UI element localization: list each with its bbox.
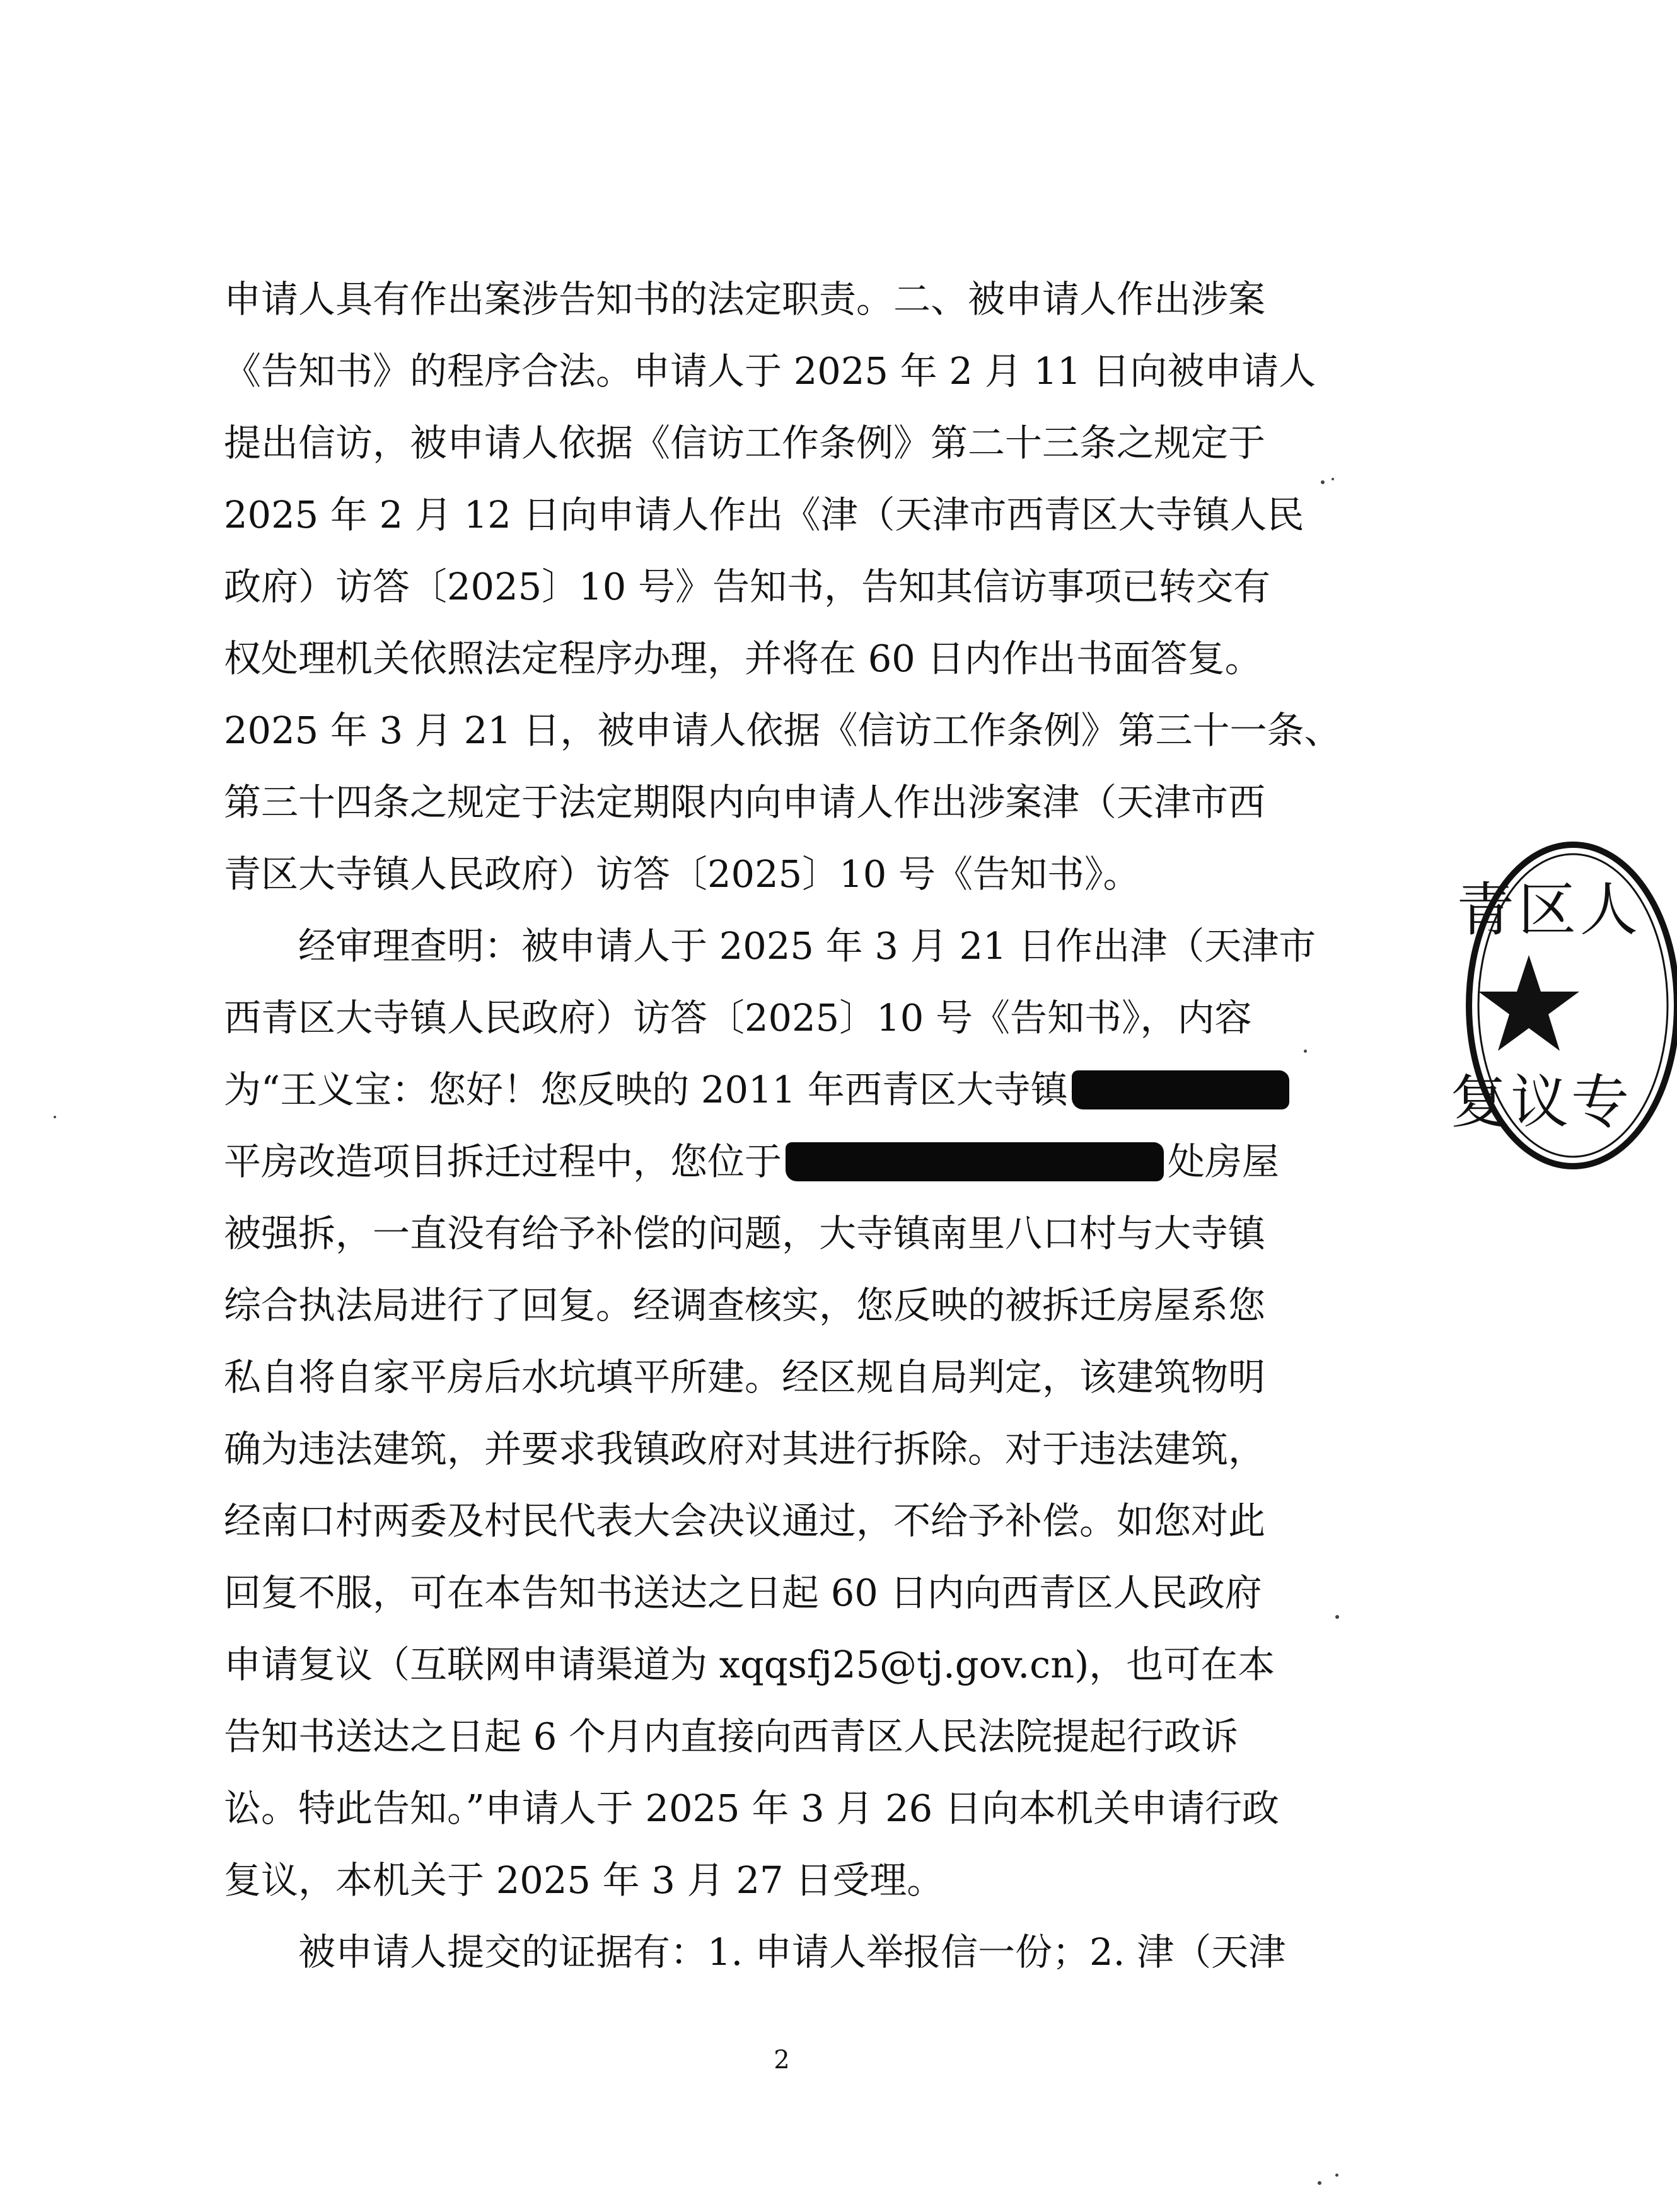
text-line xyxy=(224,407,1393,479)
line-text: 被申请人提交的证据有：1. 申请人举报信一份；2. 津（天津 xyxy=(298,1930,1286,1974)
page-number: 2 xyxy=(774,2046,790,2075)
line-text: 2025 年 3 月 21 日，被申请人依据《信访工作条例》第三十一条、 xyxy=(224,709,1342,752)
text-line xyxy=(224,1341,1393,1413)
line-text: 综合执法局进行了回复。经调查核实，您反映的被拆迁房屋系您 xyxy=(224,1283,1266,1327)
official-seal xyxy=(1450,835,1677,1176)
seal-star-icon xyxy=(1478,955,1579,1051)
text-line xyxy=(224,335,1393,407)
seal-bottom-text: 复议专 xyxy=(1450,1068,1632,1136)
scan-speck xyxy=(1335,2174,1338,2177)
line-text: 青区大寺镇人民政府）访答〔2025〕10 号《告知书》。 xyxy=(224,852,1140,896)
line-text: 讼。特此告知。”申请人于 2025 年 3 月 26 日向本机关申请行政 xyxy=(224,1786,1279,1830)
line-text: 经审理查明：被申请人于 2025 年 3 月 21 日作出津（天津市 xyxy=(298,924,1316,968)
text-line-indented xyxy=(224,1916,1393,1988)
text-line xyxy=(224,263,1393,335)
text-line xyxy=(224,1485,1393,1557)
text-line xyxy=(224,623,1393,695)
text-line xyxy=(224,838,1393,910)
line-text: 经南口村两委及村民代表大会决议通过，不给予补偿。如您对此 xyxy=(224,1499,1266,1543)
text-line xyxy=(224,1844,1393,1916)
line-text: 申请复议（互联网申请渠道为 xqqsfj25@tj.gov.cn)，也可在本 xyxy=(224,1643,1275,1686)
text-line-indented xyxy=(224,910,1393,982)
line-text: 回复不服，可在本告知书送达之日起 60 日内向西青区人民政府 xyxy=(224,1571,1262,1614)
line-text: 2025 年 2 月 12 日向申请人作出《津（天津市西青区大寺镇人民 xyxy=(224,493,1304,536)
line-text: 平房改造项目拆迁过程中，您位于 xyxy=(224,1140,782,1183)
text-line xyxy=(224,695,1393,767)
text-line xyxy=(224,982,1393,1054)
scan-speck xyxy=(1321,480,1325,484)
line-text: 确为违法建筑，并要求我镇政府对其进行拆除。对于违法建筑， xyxy=(224,1427,1266,1471)
redaction-block xyxy=(786,1142,1164,1181)
seal-top-text: 青区人 xyxy=(1456,876,1642,944)
text-line xyxy=(224,1701,1393,1773)
redaction-block xyxy=(1072,1070,1289,1109)
scan-speck xyxy=(1332,478,1334,480)
document-body xyxy=(224,263,1393,1988)
text-line xyxy=(224,767,1393,838)
scan-speck xyxy=(1304,1050,1307,1053)
text-line xyxy=(224,1557,1393,1629)
line-text: 西青区大寺镇人民政府）访答〔2025〕10 号《告知书》，内容 xyxy=(224,996,1252,1039)
line-text: 被强拆，一直没有给予补偿的问题，大寺镇南里八口村与大寺镇 xyxy=(224,1212,1266,1255)
text-line xyxy=(224,1773,1393,1844)
text-line xyxy=(224,1198,1393,1270)
text-line xyxy=(224,1054,1393,1126)
line-text: 申请人具有作出案涉告知书的法定职责。二、被申请人作出涉案 xyxy=(224,277,1266,321)
line-text: 提出信访，被申请人依据《信访工作条例》第二十三条之规定于 xyxy=(224,421,1266,465)
line-text: 权处理机关依照法定程序办理，并将在 60 日内作出书面答复。 xyxy=(224,637,1262,680)
line-text: 《告知书》的程序合法。申请人于 2025 年 2 月 11 日向被申请人 xyxy=(224,349,1316,393)
scan-speck xyxy=(54,1116,56,1118)
text-line xyxy=(224,1629,1393,1701)
line-text: 政府）访答〔2025〕10 号》告知书，告知其信访事项已转交有 xyxy=(224,565,1270,608)
line-text: 告知书送达之日起 6 个月内直接向西青区人民法院提起行政诉 xyxy=(224,1715,1239,1758)
line-text: 私自将自家平房后水坑填平所建。经区规自局判定，该建筑物明 xyxy=(224,1355,1266,1399)
text-line xyxy=(224,479,1393,551)
text-line xyxy=(224,1413,1393,1485)
scan-speck xyxy=(1318,2181,1321,2185)
line-text: 处房屋 xyxy=(1168,1140,1280,1183)
line-text: 复议，本机关于 2025 年 3 月 27 日受理。 xyxy=(224,1858,944,1902)
line-text: 第三十四条之规定于法定期限内向申请人作出涉案津（天津市西 xyxy=(224,780,1266,824)
text-line xyxy=(224,1270,1393,1341)
text-line xyxy=(224,551,1393,623)
line-text: 为“王义宝：您好！您反映的 2011 年西青区大寺镇 xyxy=(224,1068,1068,1111)
text-line xyxy=(224,1126,1393,1198)
scan-speck xyxy=(1335,1615,1339,1619)
